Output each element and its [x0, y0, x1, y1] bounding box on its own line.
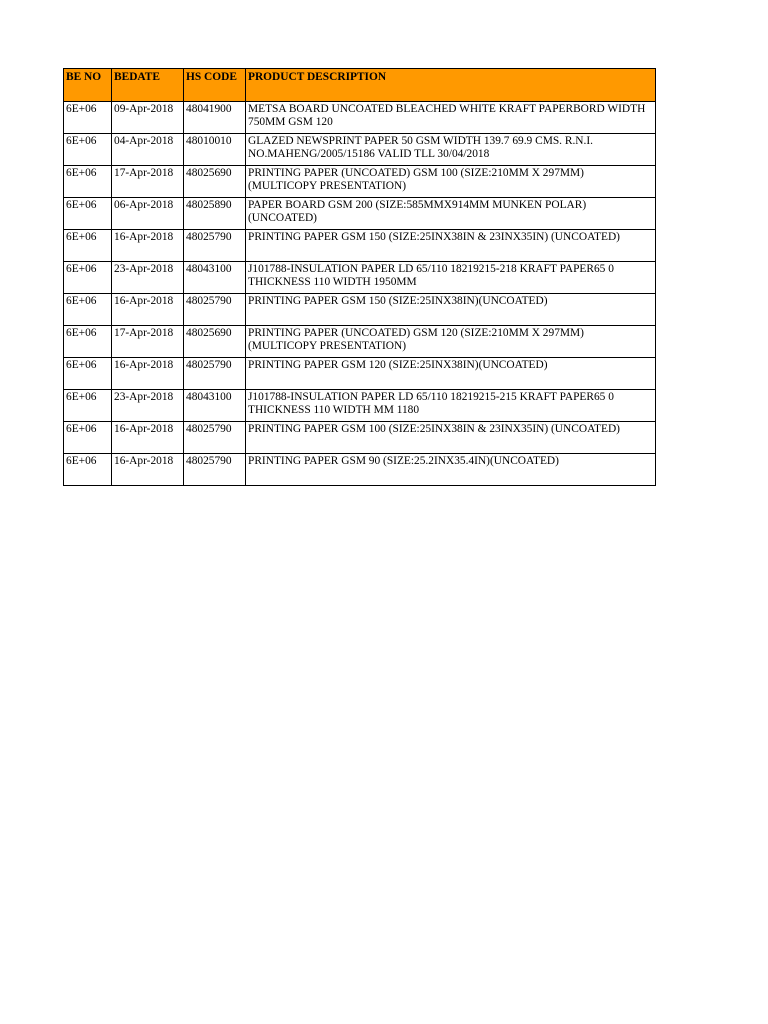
- import-records-table: [63, 68, 656, 486]
- be-no-cell: 6E+06: [64, 422, 112, 454]
- description-cell: J101788-INSULATION PAPER LD 65/110 18219215-218 KRAFT PAPER65 0 THICKNESS 110 WIDTH 1950MM: [246, 262, 656, 294]
- table-row: [64, 390, 656, 422]
- table-row: [64, 134, 656, 166]
- description-cell: PRINTING PAPER (UNCOATED) GSM 120 (SIZE:210MM X 297MM) (MULTICOPY PRESENTATION): [246, 326, 656, 358]
- hs-code-cell: 48043100: [184, 262, 246, 294]
- be-no-cell: 6E+06: [64, 454, 112, 486]
- be-no-cell: 6E+06: [64, 390, 112, 422]
- description-cell: GLAZED NEWSPRINT PAPER 50 GSM WIDTH 139.7 69.9 CMS. R.N.I. NO.MAHENG/2005/15186 VALID TLL 30/04/2018: [246, 134, 656, 166]
- be-no-cell: 6E+06: [64, 230, 112, 262]
- header-bedate: BEDATE: [112, 69, 184, 102]
- table-row: [64, 166, 656, 198]
- hs-code-cell: 48025890: [184, 198, 246, 230]
- table-row: [64, 358, 656, 390]
- table-row: [64, 294, 656, 326]
- bedate-cell: 06-Apr-2018: [112, 198, 184, 230]
- hs-code-cell: 48010010: [184, 134, 246, 166]
- be-no-cell: 6E+06: [64, 166, 112, 198]
- header-be-no: BE NO: [64, 69, 112, 102]
- be-no-cell: 6E+06: [64, 102, 112, 134]
- table-row: [64, 102, 656, 134]
- bedate-cell: 23-Apr-2018: [112, 262, 184, 294]
- hs-code-cell: 48041900: [184, 102, 246, 134]
- description-cell: PAPER BOARD GSM 200 (SIZE:585MMX914MM MUNKEN POLAR) (UNCOATED): [246, 198, 656, 230]
- description-cell: PRINTING PAPER GSM 90 (SIZE:25.2INX35.4IN)(UNCOATED): [246, 454, 656, 486]
- hs-code-cell: 48025790: [184, 358, 246, 390]
- table-row: [64, 230, 656, 262]
- bedate-cell: 16-Apr-2018: [112, 454, 184, 486]
- table-row: [64, 198, 656, 230]
- hs-code-cell: 48025690: [184, 326, 246, 358]
- hs-code-cell: 48025690: [184, 166, 246, 198]
- header-hs-code: HS CODE: [184, 69, 246, 102]
- bedate-cell: 04-Apr-2018: [112, 134, 184, 166]
- be-no-cell: 6E+06: [64, 262, 112, 294]
- description-cell: METSA BOARD UNCOATED BLEACHED WHITE KRAFT PAPERBORD WIDTH 750MM GSM 120: [246, 102, 656, 134]
- table-row: [64, 326, 656, 358]
- description-cell: PRINTING PAPER (UNCOATED) GSM 100 (SIZE:210MM X 297MM) (MULTICOPY PRESENTATION): [246, 166, 656, 198]
- hs-code-cell: 48043100: [184, 390, 246, 422]
- table-row: [64, 262, 656, 294]
- bedate-cell: 23-Apr-2018: [112, 390, 184, 422]
- table-row: [64, 422, 656, 454]
- description-cell: J101788-INSULATION PAPER LD 65/110 18219215-215 KRAFT PAPER65 0 THICKNESS 110 WIDTH MM 1180: [246, 390, 656, 422]
- bedate-cell: 16-Apr-2018: [112, 294, 184, 326]
- be-no-cell: 6E+06: [64, 134, 112, 166]
- bedate-cell: 17-Apr-2018: [112, 166, 184, 198]
- be-no-cell: 6E+06: [64, 326, 112, 358]
- table-body: [64, 102, 656, 486]
- description-cell: PRINTING PAPER GSM 120 (SIZE:25INX38IN)(UNCOATED): [246, 358, 656, 390]
- description-cell: PRINTING PAPER GSM 100 (SIZE:25INX38IN & 23INX35IN) (UNCOATED): [246, 422, 656, 454]
- hs-code-cell: 48025790: [184, 294, 246, 326]
- bedate-cell: 16-Apr-2018: [112, 422, 184, 454]
- header-row: [64, 69, 656, 102]
- bedate-cell: 16-Apr-2018: [112, 230, 184, 262]
- header-product-description: PRODUCT DESCRIPTION: [246, 69, 656, 102]
- be-no-cell: 6E+06: [64, 358, 112, 390]
- bedate-cell: 09-Apr-2018: [112, 102, 184, 134]
- hs-code-cell: 48025790: [184, 454, 246, 486]
- description-cell: PRINTING PAPER GSM 150 (SIZE:25INX38IN & 23INX35IN) (UNCOATED): [246, 230, 656, 262]
- table-row: [64, 454, 656, 486]
- hs-code-cell: 48025790: [184, 422, 246, 454]
- hs-code-cell: 48025790: [184, 230, 246, 262]
- be-no-cell: 6E+06: [64, 198, 112, 230]
- bedate-cell: 16-Apr-2018: [112, 358, 184, 390]
- description-cell: PRINTING PAPER GSM 150 (SIZE:25INX38IN)(UNCOATED): [246, 294, 656, 326]
- bedate-cell: 17-Apr-2018: [112, 326, 184, 358]
- be-no-cell: 6E+06: [64, 294, 112, 326]
